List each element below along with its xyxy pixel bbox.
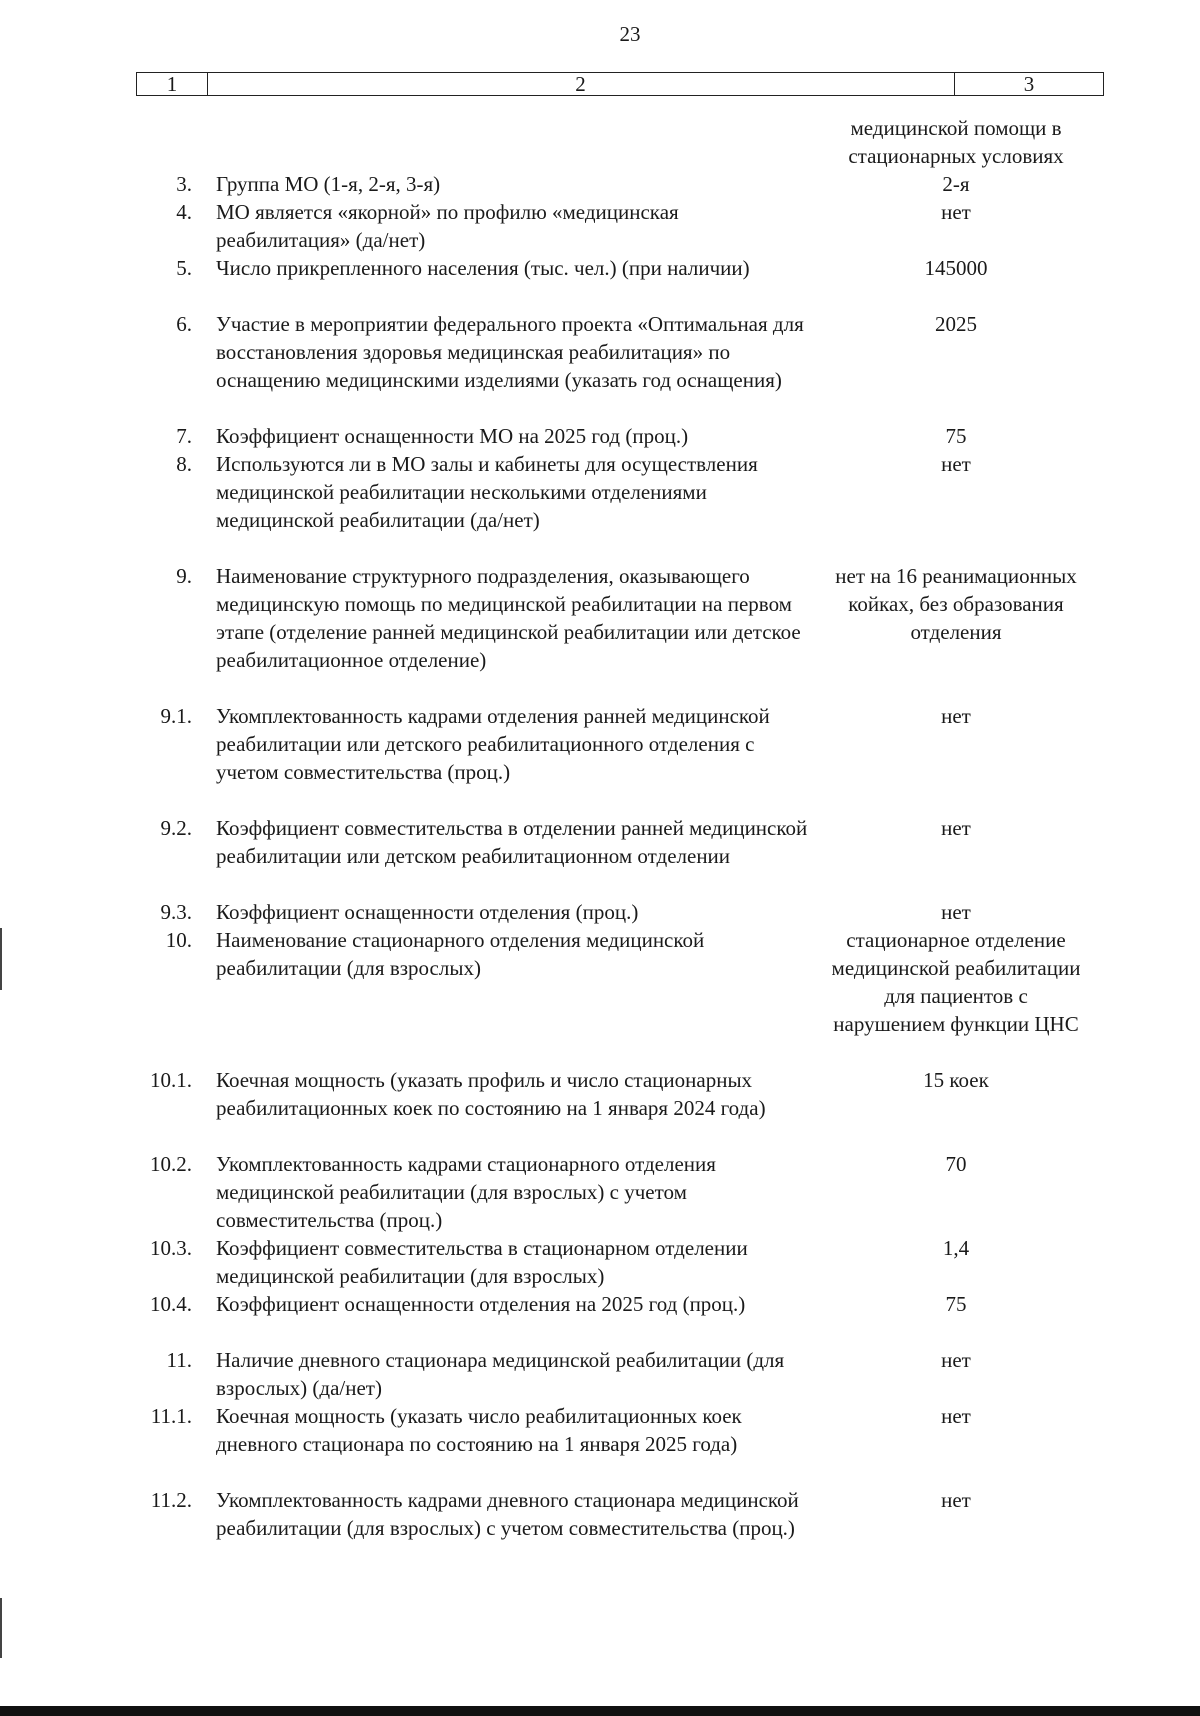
- row-value: 75: [945, 1292, 967, 1316]
- row-number: 10.4.: [150, 1292, 192, 1316]
- row-description: Наличие дневного стационара медицинской реабилитации (для взрослых) (да/нет): [216, 1348, 785, 1400]
- row-value: нет: [941, 200, 971, 224]
- row-number: 8.: [176, 452, 192, 476]
- row-number: 11.: [166, 1348, 192, 1372]
- row-number: 9.2.: [160, 816, 192, 840]
- row-value: 1,4: [942, 1236, 970, 1260]
- table-row: [132, 1150, 1112, 1234]
- row-description: Коэффициент оснащенности отделения (проц.): [216, 900, 639, 924]
- row-description: МО является «якорной» по профилю «медицинская реабилитация» (да/нет): [216, 200, 679, 252]
- row-number: [132, 114, 192, 170]
- table-row: [132, 310, 1112, 422]
- scan-edge-mark: [0, 1598, 2, 1658]
- row-description: Укомплектованность кадрами стационарного отделения медицинской реабилитации (для взрослых) с учетом совместительства (проц.): [216, 1152, 716, 1232]
- row-description: Наименование структурного подразделения, оказывающего медицинскую помощь по медицинской реабилитации на первом этапе (отделение ранней медицинской реабилитации или детское реабилитационное отделение): [216, 564, 801, 672]
- row-value: нет: [941, 816, 971, 840]
- table-row: [132, 422, 1112, 450]
- row-value: 75: [945, 424, 967, 448]
- row-value: нет на 16 реанимационных койках, без образования отделения: [835, 564, 1077, 644]
- row-description: Коэффициент оснащенности МО на 2025 год (проц.): [216, 424, 689, 448]
- page-number: 23: [619, 22, 641, 46]
- row-description: Используются ли в МО залы и кабинеты для осуществления медицинской реабилитации несколькими отделениями медицинской реабилитации (да/нет): [216, 452, 758, 532]
- row-number: 7.: [176, 424, 192, 448]
- row-description: Коечная мощность (указать число реабилитационных коек дневного стационара по состоянию на 1 января 2025 года): [216, 1404, 742, 1456]
- table-row: [132, 562, 1112, 702]
- row-number: 11.1.: [150, 1404, 192, 1428]
- row-value: нет: [941, 1488, 971, 1512]
- row-description: Число прикрепленного населения (тыс. чел.) (при наличии): [216, 256, 750, 280]
- row-number: 10.2.: [150, 1152, 192, 1176]
- table-row: [132, 926, 1112, 1066]
- scan-bottom-edge: [0, 1706, 1200, 1716]
- row-value: нет: [941, 452, 971, 476]
- row-number: 11.2.: [150, 1488, 192, 1512]
- row-number: 10.1.: [150, 1068, 192, 1092]
- header-col-2: 2: [207, 73, 955, 95]
- table-row: [132, 1486, 1112, 1570]
- row-description: [216, 114, 808, 170]
- row-value: 145000: [924, 256, 988, 280]
- row-value: 2-я: [942, 172, 970, 196]
- row-number: 5.: [176, 256, 192, 280]
- row-number: 10.3.: [150, 1236, 192, 1260]
- row-description: Группа МО (1-я, 2-я, 3-я): [216, 172, 441, 196]
- row-value: нет: [941, 704, 971, 728]
- row-value: нет: [941, 1404, 971, 1428]
- row-description: Коечная мощность (указать профиль и число стационарных реабилитационных коек по состоянию на 1 января 2024 года): [216, 1068, 766, 1120]
- row-number: 10.: [165, 928, 192, 952]
- table-row: [132, 114, 1112, 170]
- table-row: [132, 1066, 1112, 1150]
- row-number: 9.: [176, 564, 192, 588]
- table-row: [132, 702, 1112, 814]
- row-value: медицинской помощи в стационарных условиях: [848, 116, 1064, 168]
- row-value: нет: [941, 1348, 971, 1372]
- table-row: [132, 254, 1112, 310]
- table-row: [132, 1234, 1112, 1290]
- row-value: стационарное отделение медицинской реабилитации для пациентов с нарушением функции ЦНС: [831, 928, 1081, 1036]
- table-row: [132, 198, 1112, 254]
- row-description: Коэффициент совместительства в отделении ранней медицинской реабилитации или детском реабилитационном отделении: [216, 816, 808, 868]
- table-row: [132, 1402, 1112, 1486]
- table-row: [132, 450, 1112, 562]
- header-col-1: 1: [137, 73, 208, 95]
- table-row: [132, 814, 1112, 898]
- row-description: Наименование стационарного отделения медицинской реабилитации (для взрослых): [216, 928, 705, 980]
- row-value: нет: [941, 900, 971, 924]
- row-value: 15 коек: [923, 1068, 989, 1092]
- row-number: 9.3.: [160, 900, 192, 924]
- table-body: [132, 114, 1112, 1570]
- row-value: 2025: [935, 312, 977, 336]
- row-description: Коэффициент оснащенности отделения на 2025 год (проц.): [216, 1292, 746, 1316]
- table-row: [132, 898, 1112, 926]
- row-description: Укомплектованность кадрами дневного стационара медицинской реабилитации (для взрослых) с учетом совместительства (проц.): [216, 1488, 799, 1540]
- header-col-3: 3: [1023, 72, 1035, 96]
- row-description: Коэффициент совместительства в стационарном отделении медицинской реабилитации (для взрослых): [216, 1236, 748, 1288]
- table-row: [132, 1290, 1112, 1346]
- row-description: Укомплектованность кадрами отделения ранней медицинской реабилитации или детского реабилитационного отделения с учетом совместительства (проц.): [216, 704, 770, 784]
- table-header: [136, 72, 1104, 96]
- scan-edge-mark: [0, 928, 2, 990]
- row-number: 6.: [176, 312, 192, 336]
- table-row: [132, 1346, 1112, 1402]
- row-number: 9.1.: [160, 704, 192, 728]
- row-value: 70: [945, 1152, 967, 1176]
- row-description: Участие в мероприятии федерального проекта «Оптимальная для восстановления здоровья медицинская реабилитация» по оснащению медицинскими изделиями (указать год оснащения): [216, 312, 804, 392]
- row-number: 3.: [176, 172, 192, 196]
- row-number: 4.: [176, 200, 192, 224]
- table-row: [132, 170, 1112, 198]
